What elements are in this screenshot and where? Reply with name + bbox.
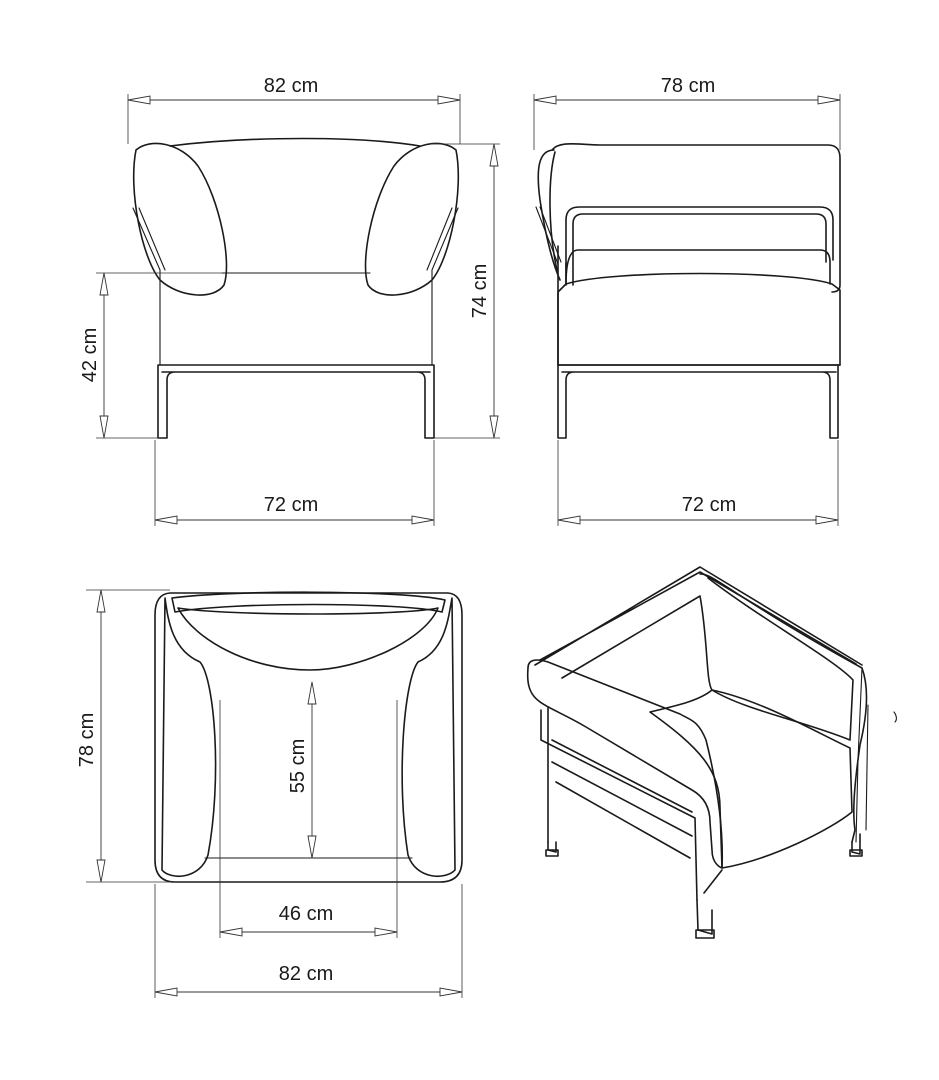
front-height-arrow-top — [490, 144, 498, 166]
persp-stray-mark — [894, 712, 896, 722]
perspective-view — [528, 567, 897, 938]
front-bottom-arrow-left — [155, 516, 177, 524]
top-seat-depth-arrow-top — [308, 682, 316, 704]
front-width-bottom-label: 72 cm — [263, 494, 319, 516]
front-view — [79, 75, 500, 526]
front-bottom-arrow-right — [412, 516, 434, 524]
side-base-frame — [558, 365, 840, 438]
front-width-top-label: 82 cm — [263, 75, 319, 97]
side-cushion-body — [550, 144, 840, 292]
persp-leg-caps — [546, 850, 862, 938]
front-top-arrow-right — [438, 96, 460, 104]
side-top-arrow-left — [534, 96, 556, 104]
front-top-arrow-left — [128, 96, 150, 104]
side-lower-frame — [558, 246, 830, 365]
top-width-arrow-right — [440, 988, 462, 996]
front-total-height-label: 74 cm — [469, 263, 491, 319]
front-seat-arrow-bottom — [100, 416, 108, 438]
persp-seat-cushion — [650, 690, 852, 868]
top-right-armrest — [402, 598, 455, 876]
front-backrest — [170, 139, 420, 147]
top-seat-width-label: 46 cm — [278, 903, 334, 925]
top-seat-depth-arrow-bottom — [308, 836, 316, 858]
top-backrest — [172, 592, 445, 612]
top-width-arrow-left — [155, 988, 177, 996]
top-depth-arrow-top — [97, 590, 105, 612]
top-depth-label: 78 cm — [76, 712, 98, 768]
side-seat-cushion — [558, 274, 840, 366]
side-bottom-arrow-left — [558, 516, 580, 524]
top-total-width-label: 82 cm — [278, 963, 334, 985]
persp-side-frame — [541, 708, 697, 900]
top-depth-arrow-bottom — [97, 860, 105, 882]
front-seat-height-label: 42 cm — [79, 327, 101, 383]
side-top-arrow-right — [818, 96, 840, 104]
persp-right-armrest — [700, 574, 866, 842]
front-base-frame — [158, 365, 434, 438]
persp-backrest — [562, 578, 853, 740]
front-height-arrow-bottom — [490, 416, 498, 438]
front-left-arm-frame — [133, 208, 165, 365]
side-bottom-arrow-right — [816, 516, 838, 524]
top-seat-depth-label: 55 cm — [287, 738, 309, 794]
top-view — [76, 590, 462, 998]
front-right-armrest — [366, 143, 459, 295]
persp-legs — [548, 834, 860, 934]
side-depth-bottom-label: 72 cm — [681, 494, 737, 516]
side-view — [534, 75, 840, 526]
top-seat-width-arrow-left — [220, 928, 242, 936]
front-seat-arrow-top — [100, 273, 108, 295]
front-left-armrest — [134, 143, 227, 295]
top-seat-width-arrow-right — [375, 928, 397, 936]
front-right-arm-frame — [427, 208, 458, 365]
side-depth-top-label: 78 cm — [660, 75, 716, 97]
top-backrest-cushion — [178, 608, 438, 670]
